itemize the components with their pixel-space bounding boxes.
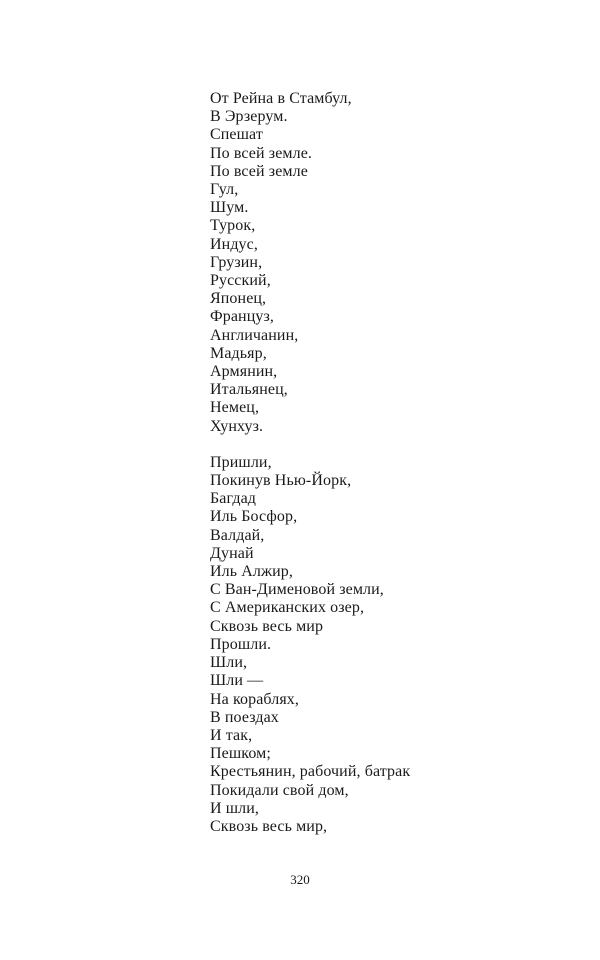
poem-line: Немец, xyxy=(210,399,260,417)
poem-line: Индус, xyxy=(210,235,258,253)
poem-line: От Рейна в Стамбул, xyxy=(210,90,352,107)
poem-line: Иль Алжир, xyxy=(210,563,293,581)
poem-line: Крестьянин, рабочий, батрак xyxy=(210,763,411,781)
poem-line: В поездах xyxy=(210,708,279,726)
poem-line: Дунай xyxy=(210,544,254,562)
poem-line: В Эрзерум. xyxy=(210,108,288,126)
stanza-1 xyxy=(210,90,510,436)
poem-line: Сквозь весь мир xyxy=(210,617,324,635)
poem-line: Гул, xyxy=(210,181,239,199)
poem-line: С Американских озер, xyxy=(210,599,365,617)
poem-line: Армянин, xyxy=(210,363,278,381)
poem-line: Шли, xyxy=(210,654,248,672)
poem-line: Француз, xyxy=(210,308,274,326)
poem-line: Покидали свой дом, xyxy=(210,781,349,799)
poem-line: Грузин, xyxy=(210,253,263,271)
poem-line: Покинув Нью-Йорк, xyxy=(210,472,352,490)
poem-line: И шли, xyxy=(210,799,260,817)
stanza-2 xyxy=(210,454,510,836)
poem-line: Багдад xyxy=(210,490,257,508)
page-number: 320 xyxy=(290,872,310,887)
poem-line: Пришли, xyxy=(210,453,272,471)
poem-line: Турок, xyxy=(210,217,256,235)
poem-line: Шли — xyxy=(210,672,264,690)
poem-line: Пешком; xyxy=(210,745,271,763)
poem-line: И так, xyxy=(210,726,253,744)
poem-line: Валдай, xyxy=(210,526,265,544)
poem-line: По всей земле. xyxy=(210,144,313,162)
poem-text xyxy=(210,90,510,836)
poem-line: Итальянец, xyxy=(210,381,288,399)
poem-line: По всей земле xyxy=(210,162,308,180)
poem-line: Русский, xyxy=(210,272,271,290)
poem-line: Японец, xyxy=(210,290,267,308)
poem-line: Мадьяр, xyxy=(210,344,267,362)
poem-line: Англичанин, xyxy=(210,326,299,344)
poem-line: Спешат xyxy=(210,126,263,144)
poem-line: Сквозь весь мир, xyxy=(210,817,328,835)
poem-line: С Ван-Дименовой земли, xyxy=(210,581,384,599)
poem-line: Прошли. xyxy=(210,635,272,653)
poem-line: На кораблях, xyxy=(210,690,300,708)
poem-line: Иль Босфор, xyxy=(210,508,298,526)
poem-line: Шум. xyxy=(210,199,249,217)
poem-line: Хунхуз. xyxy=(210,417,264,435)
